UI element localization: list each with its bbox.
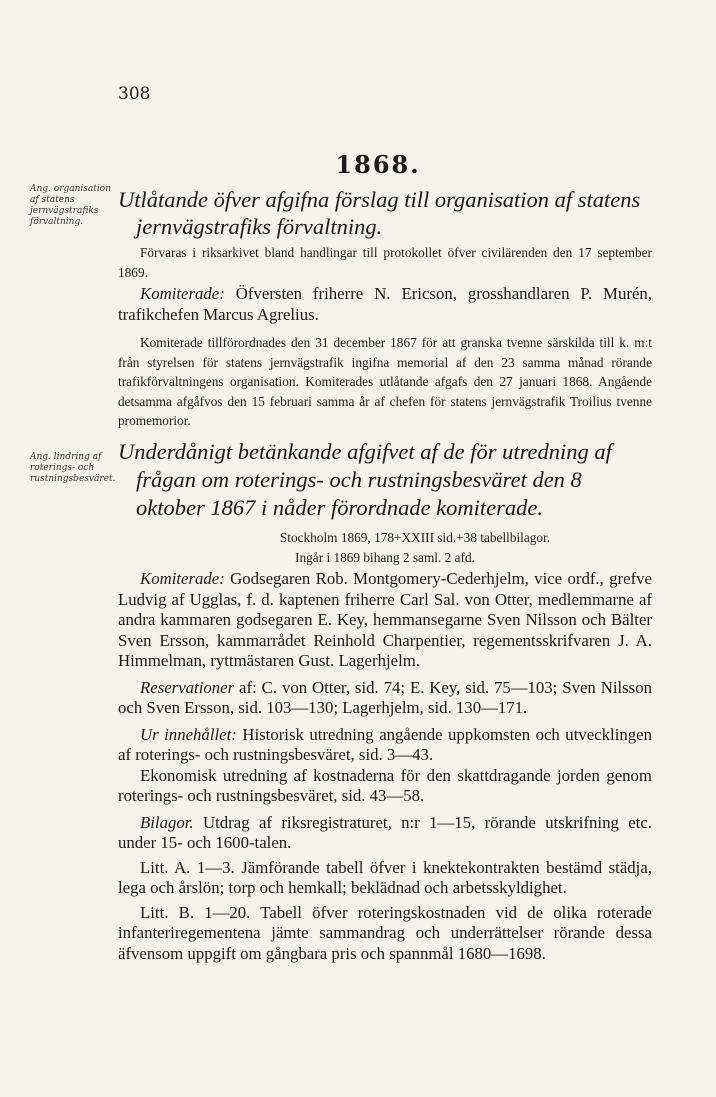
- committee-organisation: [118, 284, 652, 325]
- entry-organisation: [118, 186, 652, 431]
- margin-note-organisation: Ang. organisation af statens jernvägstrafiks förvaltning.: [30, 184, 111, 227]
- contents-label: Ur innehållet:: [140, 724, 237, 744]
- page-number: 308: [118, 84, 151, 104]
- margin-note-roteringsbesvaret: Ang. lindring af roterings- och rustningsbesväret.: [30, 452, 116, 484]
- reservations-text: af: C. von Otter, sid. 74; E. Key, sid. 75—103; Sven Nilsson och Sven Ersson, sid. 103—130; Lagerhjelm, sid. 130—171.: [118, 677, 652, 717]
- publication-line: Stockholm 1869, 178+XXIII sid.+38 tabellbilagor.: [279, 530, 551, 545]
- committee-label-2: Komiterade:: [140, 569, 225, 588]
- appendices-label: Bilagor.: [140, 812, 194, 832]
- entry-roteringsbesvaret: [118, 438, 652, 964]
- reservations-label: Reservationer: [140, 677, 235, 697]
- appendices: [118, 813, 652, 854]
- year-heading: 1868.: [335, 150, 421, 179]
- litt-b: Litt. B. 1—20. Tabell öfver roteringskostnaden vid de olika roterade infanteriregementena jämte sammandrag och underrättelser rörande dessa äfvensom uppgift om gångbara pris och spannmål 1680—1698.: [118, 902, 652, 963]
- economic-paragraph: Ekonomisk utredning af kostnaderna för den skattdragande jorden genom roterings- och rustningsbesväret, sid. 43—58.: [118, 765, 652, 805]
- committee-paragraph: Komiterade tillförordnades den 31 december 1867 för att granska tvenne särskilda till k. m:t från styrelsen för statens jernvägstrafik ingifna memorial af den 23 samma månad rörande trafikförvaltningens organisation. Komiterades utlåtande afgafs den 27 januari 1868. Angående detsamma afgåfvos den 15 februari samma år af chefen för statens jernvägstrafik Troilius tvenne promemorior.: [118, 335, 652, 428]
- reservations: [118, 678, 652, 719]
- litt-a: Litt. A. 1—3. Jämförande tabell öfver i knektekontrakten bestämd städja, lega och årslön; torp och hemkall; beklädnad och arbetsskyldighet.: [118, 857, 652, 897]
- archive-note: Förvaras i riksarkivet bland handlingar till protokollet öfver civilärenden den 17 september 1869.: [118, 245, 652, 280]
- publication-line-2: Ingår i 1869 bihang 2 saml. 2 afd.: [295, 549, 475, 565]
- contents: [118, 725, 652, 766]
- committee-label: Komiterade:: [140, 284, 225, 303]
- contents-text: Historisk utredning angående uppkomsten och utvecklingen af roterings- och rustningsbesväret, sid. 3—43.: [118, 724, 652, 764]
- committee-text: Öfversten friherre N. Ericson, grosshandlaren P. Murén, trafikchefen Marcus Agrelius.: [118, 284, 652, 324]
- committee-roteringsbesvaret: [118, 569, 652, 672]
- entry-title-roteringsbesvaret: Underdånigt betänkande afgifvet af de för utredning af frågan om roterings- och rustningsbesväret den 8 oktober 1867 i nåder förordnade komiterade.: [118, 439, 612, 520]
- committee-text-2: Godsegaren Rob. Montgomery-Cederhjelm, vice ordf., grefve Ludvig af Ugglas, f. d. kaptenen friherre Carl Sal. von Otter, medlemmarne af andra kammaren godsegaren E. Key, hemmansegarne Sven Nilsson och Bälter Sven Ersson, kammarrådet Reinhold Charpentier, regementsskrifvaren J. A. Himmelman, ryttmästaren Gust. Lagerhjelm.: [118, 569, 653, 670]
- appendices-text: Utdrag af riksregistraturet, n:r 1—15, rörande utskrifning etc. under 15- och 1600-talen.: [118, 812, 652, 852]
- entry-title-organisation: Utlåtande öfver afgifna förslag till organisation af statens jernvägstrafiks förvaltning.: [118, 187, 641, 239]
